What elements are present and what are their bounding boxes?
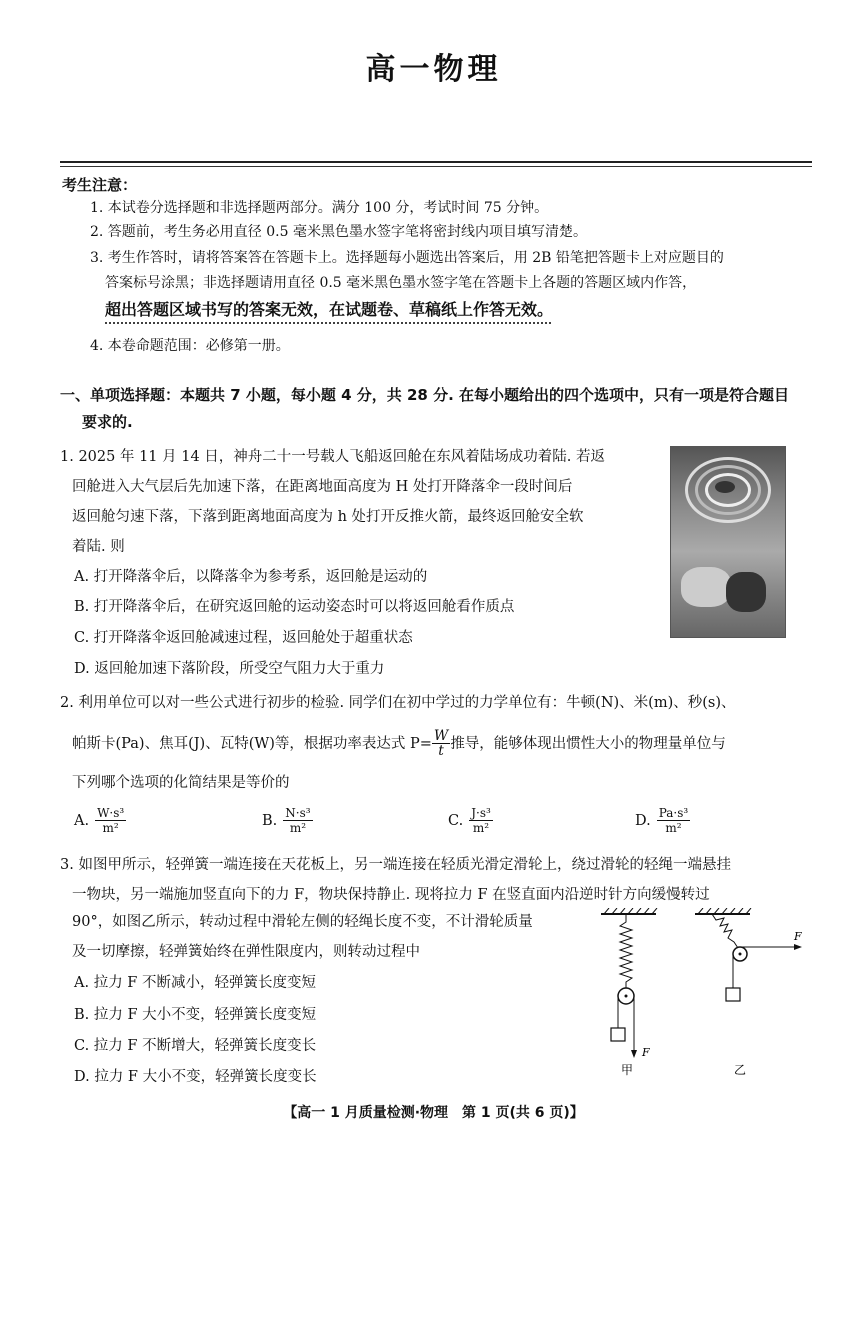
fraction-numerator: J·s³	[471, 806, 491, 820]
notice-item: 3. 考生作答时，请将答案答在答题卡上。选择题每小题选出答案后，用 2B 铅笔把答题卡上对应题目的	[90, 250, 724, 266]
q3-option-a: A. 拉力 F 不断减小，轻弹簧长度变短	[74, 975, 316, 991]
q1-text: 着陆. 则	[72, 539, 125, 555]
q2-text-a: 帕斯卡(Pa)、焦耳(J)、瓦特(W)等，根据功率表达式 P=	[72, 735, 432, 752]
figure-jia-label: 甲	[621, 1063, 634, 1077]
q2-option-d	[635, 806, 690, 835]
q2-text-formula	[72, 729, 726, 758]
notice-emphasis: 超出答题区域书写的答案无效，在试题卷、草稿纸上作答无效。	[105, 300, 554, 319]
q1-option-a: A. 打开降落伞后，以降落伞为参考系，返回舱是运动的	[74, 569, 428, 585]
fraction-numerator: Pa·s³	[658, 806, 689, 820]
q3-text: 3. 如图甲所示，轻弹簧一端连接在天花板上，另一端连接在轻质光滑定滑轮上，绕过滑轮的轻绳一端悬挂	[60, 857, 731, 873]
notice-heading: 考生注意：	[62, 176, 138, 194]
q2-option-a	[74, 806, 126, 835]
power-fraction	[432, 729, 450, 758]
fraction-numerator: W·s³	[97, 806, 125, 820]
fraction-denominator: m²	[472, 821, 490, 835]
q1-text: 1. 2025 年 11 月 14 日，神舟二十一号载人飞船返回舱在东风着陆场成功着陆. 若返	[60, 449, 606, 465]
q3-option-b: B. 拉力 F 大小不变，轻弹簧长度变短	[74, 1007, 317, 1023]
q2-option-c	[448, 806, 493, 835]
section-heading: 一、单项选择题：本题共 7 小题，每小题 4 分，共 28 分. 在每小题给出的四个选项中，只有一项是符合题目	[60, 386, 790, 404]
q2-option-b	[262, 806, 313, 835]
q2-text-b: 推导，能够体现出惯性大小的物理量单位与	[450, 735, 726, 752]
page-title: 高一物理	[365, 52, 502, 87]
option-fraction	[95, 806, 126, 835]
option-fraction	[283, 806, 312, 835]
option-fraction	[657, 806, 690, 835]
section-heading-cont: 要求的.	[82, 413, 133, 431]
notice-item: 4. 本卷命题范围：必修第一册。	[90, 338, 290, 354]
capsule-photo	[670, 446, 786, 638]
option-label: D.	[635, 812, 651, 829]
header-rule	[60, 161, 812, 163]
q1-option-d: D. 返回舱加速下落阶段，所受空气阻力大于重力	[74, 661, 385, 677]
figure-yi-label: 乙	[734, 1063, 747, 1077]
force-label: F	[642, 1046, 650, 1059]
q1-option-b: B. 打开降落伞后，在研究返回舱的运动姿态时可以将返回舱看作质点	[74, 599, 515, 615]
force-label: F	[794, 930, 802, 943]
q1-option-c: C. 打开降落伞返回舱减速过程，返回舱处于超重状态	[74, 630, 413, 646]
q3-text: 90°，如图乙所示，转动过程中滑轮左侧的轻绳长度不变，不计滑轮质量	[72, 914, 533, 930]
fraction-denominator: m²	[289, 821, 307, 835]
fraction-denominator: t	[438, 743, 444, 759]
q1-text: 回舱进入大气层后先加速下落，在距离地面高度为 H 处打开降落伞一段时间后	[72, 479, 573, 495]
notice-item: 2. 答题前，考生务必用直径 0.5 毫米黑色墨水签字笔将密封线内项目填写清楚。	[90, 224, 587, 240]
q2-text: 下列哪个选项的化简结果是等价的	[72, 775, 290, 791]
header-rule-thin	[60, 166, 812, 167]
fraction-denominator: m²	[102, 821, 119, 835]
notice-item: 答案标号涂黑；非选择题请用直径 0.5 毫米黑色墨水签字笔在答题卡上各题的答题区域内作答，	[105, 275, 697, 291]
fraction-numerator: N·s³	[285, 806, 311, 820]
q3-option-c: C. 拉力 F 不断增大，轻弹簧长度变长	[74, 1038, 317, 1054]
option-label: A.	[74, 812, 90, 829]
page-footer: 【高一 1 月质量检测·物理 第 1 页(共 6 页)】	[283, 1105, 584, 1121]
fraction-numerator: W	[433, 728, 449, 744]
notice-item: 1. 本试卷分选择题和非选择题两部分。满分 100 分，考试时间 75 分钟。	[90, 200, 549, 216]
figure-jia	[596, 908, 676, 1086]
q3-option-d: D. 拉力 F 大小不变，轻弹簧长度变长	[74, 1069, 317, 1085]
q2-text: 2. 利用单位可以对一些公式进行初步的检验. 同学们在初中学过的力学单位有：牛顿(N)、米(m)、秒(s)、	[60, 695, 736, 711]
option-label: B.	[262, 812, 278, 829]
q3-text: 及一切摩擦，轻弹簧始终在弹性限度内，则转动过程中	[72, 944, 420, 960]
option-label: C.	[448, 812, 464, 829]
q1-text: 返回舱匀速下落，下落到距离地面高度为 h 处打开反推火箭，最终返回舱安全软	[72, 509, 584, 525]
option-fraction	[469, 806, 493, 835]
figure-yi	[690, 908, 810, 1086]
fraction-denominator: m²	[665, 821, 682, 835]
q3-text: 一物块，另一端施加竖直向下的力 F，物块保持静止. 现将拉力 F 在竖直面内沿逆时针方向缓慢转过	[72, 887, 710, 903]
